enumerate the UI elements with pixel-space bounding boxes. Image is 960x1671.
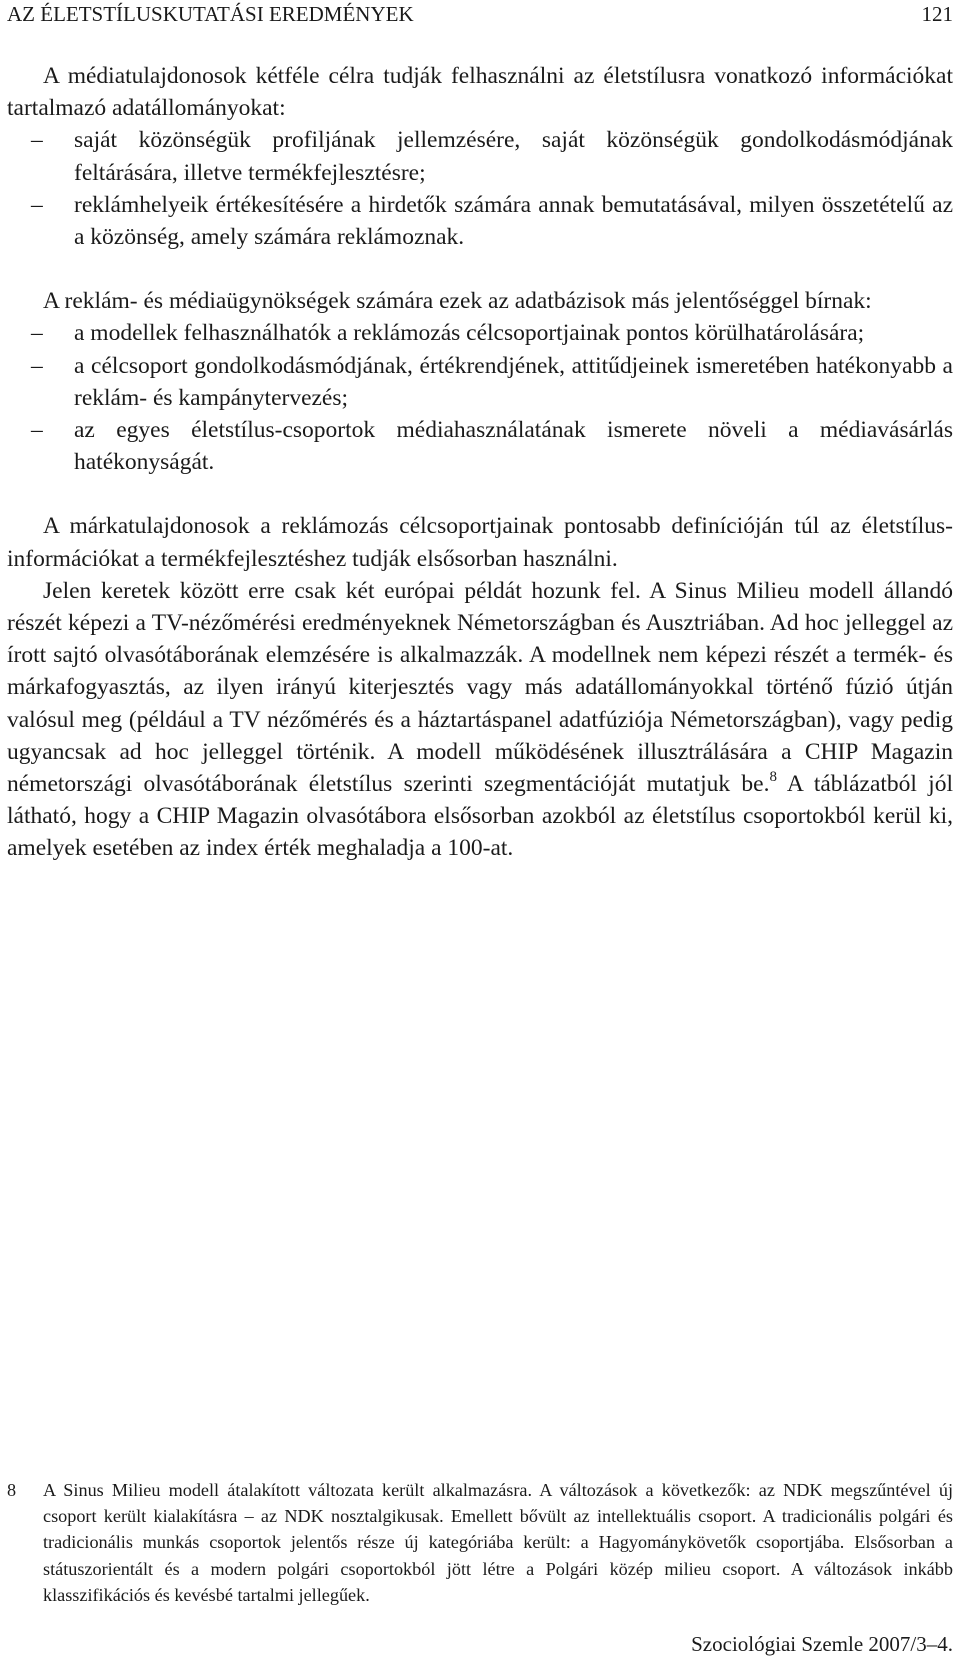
- paragraph-text: Jelen keretek között erre csak két európai példát hozunk fel. A Sinus Milieu modell állandó részét képezi a TV-nézőmérési eredményeknek Németországban és Ausztriában. Ad hoc jelleggel az írott sajtó olvasótáborának elemzésére is alkalmazzák. A modellnek nem képezi részét a termék- és márkafogyasztás, az ilyen irányú kiterjesztés vagy más adatállományokkal történő fúzió útján valósul meg (például a TV nézőmérés és a háztartáspanel adatfúziója Németországban), vagy pedig ugyancsak ad hoc jelleggel történik. A modell működésének illusztrálására a CHIP Magazin németországi olvasótáborának életstílus szerinti szegmentációját mutatjuk be.: [7, 577, 953, 798]
- paragraph-sinus-milieu: [7, 575, 953, 865]
- list-item: [7, 124, 953, 188]
- list-item: [7, 317, 953, 349]
- list-item-text: az egyes életstílus-csoportok médiahasználatának ismerete növeli a médiavásárlás hatékonyságát.: [74, 417, 953, 476]
- list-agencies: [7, 317, 953, 478]
- paragraph-brand-owners: A márkatulajdonosok a reklámozás célcsoportjainak pontosabb definícióján túl az életstílus-információkat a termékfejlesztéshez tudják elsősorban használni.: [7, 513, 953, 572]
- paragraph-gap: [7, 478, 953, 510]
- running-footer: Szociológiai Szemle 2007/3–4.: [691, 1632, 953, 1656]
- footnote-number: 8: [7, 1480, 17, 1500]
- paragraph-gap: [7, 253, 953, 285]
- list-item: [7, 189, 953, 253]
- footnote-text: A Sinus Milieu modell átalakított változata került alkalmazásra. A változások a következők: az NDK megszűntével új csoport került kialakításra – az NDK nosztalgikusak. Emellett bővült az intellektuális csoport. A tradicionális polgári és tradicionális munkás csoportok jelentős része új kategóriába került: a Hagyománykövetők csoportjába. Elsősorban a státuszorientált és a modern polgári csoportokból jött létre a Polgári közép milieu csoport. A változások inkább klasszifikációs és kevésbé tartalmi jellegűek.: [43, 1480, 953, 1605]
- list-item-text: a modellek felhasználhatók a reklámozás célcsoportjainak pontos körülhatárolására;: [74, 320, 865, 347]
- dash-marker: –: [31, 417, 43, 444]
- paragraph-agencies: A reklám- és médiaügynökségek számára ezek az adatbázisok más jelentőséggel bírnak:: [43, 288, 872, 315]
- dash-marker: –: [31, 127, 43, 154]
- list-item: [7, 414, 953, 478]
- footnote: [7, 1477, 953, 1608]
- list-item-text: a célcsoport gondolkodásmódjának, értékrendjének, attitűdjeinek ismeretében hatékonyabb a reklám- és kampánytervezés;: [74, 352, 953, 411]
- dash-marker: –: [31, 320, 43, 347]
- paragraph-text: A táblázatból jól látható, hogy a CHIP Magazin olvasótábora elsősorban azokból az életstílus csoportokból kerül ki, amelyek esetében az index érték meghaladja a 100-at.: [7, 771, 953, 862]
- list-item: [7, 350, 953, 414]
- body-text: [7, 60, 953, 865]
- running-header: [7, 2, 953, 30]
- page-number: 121: [921, 2, 953, 26]
- footnotes: [7, 1477, 953, 1608]
- section-title: AZ ÉLETSTÍLUSKUTATÁSI EREDMÉNYEK: [7, 2, 414, 26]
- footnote-reference[interactable]: 8: [769, 769, 777, 786]
- list-item-text: saját közönségük profiljának jellemzésére, saját közönségük gondolkodásmódjának feltárására, illetve termékfejlesztésre;: [74, 127, 953, 186]
- dash-marker: –: [31, 352, 43, 379]
- dash-marker: –: [31, 191, 43, 218]
- paragraph-media-owners: A médiatulajdonosok kétféle célra tudják felhasználni az életstílusra vonatkozó információkat tartalmazó adatállományokat:: [7, 63, 953, 122]
- list-media-owners: [7, 124, 953, 253]
- list-item-text: reklámhelyeik értékesítésére a hirdetők számára annak bemutatásával, milyen összetételű az a közönség, amely számára reklámoznak.: [74, 191, 953, 251]
